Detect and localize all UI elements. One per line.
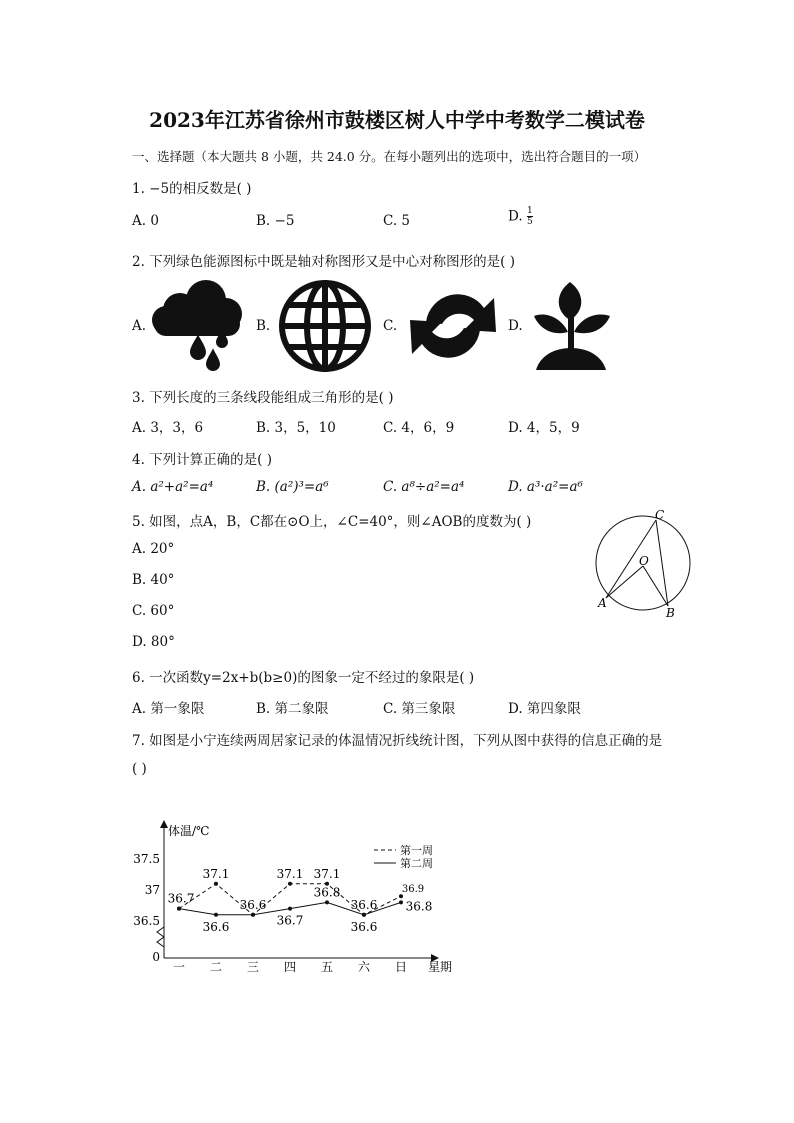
q3-option-b: B. 3，5，10 <box>256 420 336 436</box>
label-O: O <box>639 554 649 568</box>
data-label: 36.8 <box>313 885 341 900</box>
q5-option-b: B. 40° <box>132 572 175 588</box>
data-label: 36.9 <box>401 884 425 896</box>
y-tick-label: 37.5 <box>133 852 160 866</box>
x-tick-label: 四 <box>283 960 297 974</box>
data-label: 36.7 <box>167 891 195 906</box>
q3-option-c: C. 4，6，9 <box>383 420 455 436</box>
legend <box>374 844 433 870</box>
data-label: 36.6 <box>202 919 230 934</box>
data-point <box>288 882 292 886</box>
question-4-stem: 4. 下列计算正确的是( ) <box>132 452 272 468</box>
legend-label-week2: 第二周 <box>400 857 433 870</box>
q1-option-c: C. 5 <box>383 213 411 229</box>
question-3-stem: 3. 下列长度的三条线段能组成三角形的是( ) <box>132 390 394 406</box>
q6-option-d: D. 第四象限 <box>508 701 581 717</box>
label-A: A <box>598 596 607 610</box>
data-label: 37.1 <box>313 866 341 881</box>
cloud-rain-icon <box>150 280 246 372</box>
x-tick-label: 五 <box>320 960 334 974</box>
data-point <box>214 913 218 917</box>
fraction: $\frac{1}{5}$ <box>526 206 533 227</box>
x-axis-label: 星期 <box>428 960 453 974</box>
data-point <box>214 882 218 886</box>
sprout-icon <box>532 276 612 372</box>
label-B: B <box>666 606 675 620</box>
q5-option-a: A. 20° <box>132 541 175 557</box>
temperature-line-chart <box>130 815 470 985</box>
data-label: 36.7 <box>276 913 304 928</box>
data-point <box>362 913 366 917</box>
label-C: C <box>655 508 665 522</box>
question-6-stem: 6. 一次函数y=2x+b(b≥0)的图象一定不经过的象限是( ) <box>132 670 475 686</box>
question-1-stem: 1. −5的相反数是( ) <box>132 181 252 197</box>
recycle-arrows-icon <box>404 280 502 372</box>
q2-option-d: D. <box>508 318 523 334</box>
q2-option-a: A. <box>132 318 147 334</box>
question-2-stem: 2. 下列绿色能源图标中既是轴对称图形又是中心对称图形的是( ) <box>132 254 515 270</box>
q2-option-b: B. <box>256 318 271 334</box>
q1-option-a: A. 0 <box>132 213 159 229</box>
q3-option-d: D. 4，5，9 <box>508 420 580 436</box>
data-label: 37.1 <box>276 866 304 881</box>
question-7-stem: 7. 如图是小宁连续两周居家记录的体温情况折线统计图，下列从图中获得的信息正确的是 <box>132 733 663 749</box>
q4-option-c: C. a⁸÷a²=a⁴ <box>383 479 465 495</box>
x-tick-label: 三 <box>246 960 260 974</box>
data-label: 36.6 <box>350 897 378 912</box>
data-point <box>251 913 255 917</box>
q6-option-b: B. 第二象限 <box>256 701 329 717</box>
section-heading: 一、选择题（本大题共 8 小题，共 24.0 分。在每小题列出的选项中，选出符合题目的一项） <box>132 149 647 164</box>
y-tick-label: 36.5 <box>133 914 160 928</box>
y-tick-label: 37 <box>144 883 160 897</box>
q5-option-d: D. 80° <box>132 634 175 650</box>
data-label: 36.8 <box>405 899 433 914</box>
q4-option-b: B. (a²)³=a⁶ <box>256 479 329 495</box>
q1-option-b: B. −5 <box>256 213 295 229</box>
page-title: 2023年江苏省徐州市鼓楼区树人中学中考数学二模试卷 <box>149 108 645 132</box>
q5-option-c: C. 60° <box>132 603 175 619</box>
q3-option-a: A. 3，3，6 <box>132 420 204 436</box>
x-tick-label: 一 <box>172 960 186 974</box>
globe-icon <box>278 279 372 373</box>
q6-option-c: C. 第三象限 <box>383 701 456 717</box>
q4-option-d: D. a³·a²=a⁶ <box>508 479 583 495</box>
data-label: 36.6 <box>239 897 267 912</box>
axis-break <box>157 927 164 947</box>
x-tick-label: 六 <box>357 960 371 974</box>
q6-option-a: A. 第一象限 <box>132 701 205 717</box>
y-axis-label: 体温/℃ <box>168 824 210 838</box>
question-7-stem-bracket: ( ) <box>132 761 147 777</box>
q4-option-a: A. a²+a²=a⁴ <box>132 479 214 495</box>
data-point <box>325 900 329 904</box>
q2-option-c: C. <box>383 318 398 334</box>
x-tick-label: 日 <box>394 960 408 974</box>
y-tick-label: 0 <box>152 950 160 964</box>
data-point <box>177 907 181 911</box>
circle-geometry-figure <box>588 506 698 620</box>
data-label: 37.1 <box>202 866 230 881</box>
q1-option-d: D. $\frac{1}{5}$ <box>508 206 533 227</box>
data-point <box>399 900 403 904</box>
data-label: 36.6 <box>350 919 378 934</box>
data-point <box>288 907 292 911</box>
x-tick-label: 二 <box>209 960 223 974</box>
legend-label-week1: 第一周 <box>400 844 433 857</box>
question-5-stem: 5. 如图，点A，B，C都在⊙O上，∠C=40°，则∠AOB的度数为( ) <box>132 514 532 530</box>
